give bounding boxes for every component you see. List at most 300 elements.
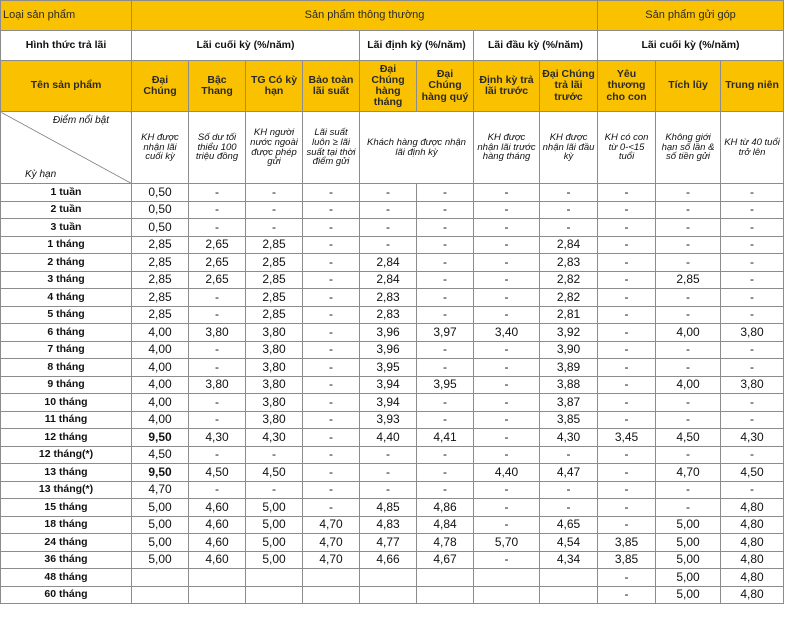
rate-cell: 3,95 [417, 376, 474, 394]
product-type-label: Loại sản phẩm [1, 1, 132, 31]
rate-cell: - [598, 289, 656, 307]
rate-cell: - [721, 219, 784, 237]
product-name: Định kỳ trả lãi trước [474, 61, 540, 112]
rate-cell [132, 569, 189, 587]
rate-cell: 5,00 [656, 551, 721, 569]
rate-cell: 2,85 [132, 254, 189, 272]
rate-cell: 3,80 [721, 324, 784, 342]
rate-cell: - [303, 236, 360, 254]
rate-cell: - [474, 359, 540, 377]
product-name: Yêu thương cho con [598, 61, 656, 112]
rate-cell: - [189, 306, 246, 324]
rate-cell: 4,77 [360, 534, 417, 552]
rate-cell: 5,00 [656, 586, 721, 604]
payment-method-label: Hình thức trả lãi [1, 31, 132, 61]
rate-cell: 9,50 [132, 464, 189, 482]
rate-cell: - [474, 499, 540, 517]
rate-cell: - [598, 464, 656, 482]
rate-cell: - [189, 184, 246, 202]
rate-cell [417, 586, 474, 604]
rate-cell: 5,00 [132, 499, 189, 517]
rate-cell: 3,80 [246, 411, 303, 429]
rate-cell: 3,80 [189, 376, 246, 394]
rate-cell: - [303, 481, 360, 499]
rate-cell: - [303, 499, 360, 517]
rate-cell: - [540, 184, 598, 202]
table-row [1, 446, 784, 464]
rate-cell: 3,94 [360, 376, 417, 394]
rate-cell: - [598, 271, 656, 289]
rate-cell: 2,85 [246, 236, 303, 254]
rate-cell: - [417, 289, 474, 307]
rate-cell: 5,00 [246, 534, 303, 552]
rate-cell: 4,30 [721, 429, 784, 447]
rate-cell: 3,96 [360, 341, 417, 359]
table-row [1, 271, 784, 289]
rate-cell: - [417, 464, 474, 482]
product-name: Bậc Thang [189, 61, 246, 112]
rate-cell: 4,80 [721, 586, 784, 604]
rate-cell: 4,70 [656, 464, 721, 482]
rate-cell: - [474, 236, 540, 254]
rate-cell: 2,85 [246, 306, 303, 324]
rate-cell: - [417, 394, 474, 412]
rate-cell: - [598, 569, 656, 587]
rate-cell: - [721, 359, 784, 377]
term-cell: 24 tháng [1, 534, 132, 552]
rate-cell: 5,00 [656, 569, 721, 587]
rate-cell: 2,65 [189, 236, 246, 254]
rate-cell: 4,70 [303, 551, 360, 569]
table-row [1, 394, 784, 412]
term-cell: 4 tháng [1, 289, 132, 307]
feature-text: Không giới hạn số lần & số tiền gửi [656, 112, 721, 184]
rate-cell: 4,50 [246, 464, 303, 482]
rate-cell: 4,70 [303, 534, 360, 552]
rate-cell: - [417, 184, 474, 202]
rate-cell [303, 569, 360, 587]
rate-cell: 0,50 [132, 184, 189, 202]
rate-cell: 3,94 [360, 394, 417, 412]
rate-cell: - [303, 376, 360, 394]
rate-cell: - [656, 411, 721, 429]
rate-cell: - [598, 359, 656, 377]
rate-cell: - [656, 289, 721, 307]
rate-cell: 2,85 [132, 271, 189, 289]
rate-cell: 4,78 [417, 534, 474, 552]
feature-text: KH từ 40 tuổi trở lên [721, 112, 784, 184]
table-row [1, 499, 784, 517]
rate-cell: 4,60 [189, 534, 246, 552]
rate-cell: - [474, 306, 540, 324]
term-cell: 3 tháng [1, 271, 132, 289]
term-cell: 13 tháng [1, 464, 132, 482]
rate-cell: - [417, 254, 474, 272]
rate-cell: 4,80 [721, 534, 784, 552]
interest-upfront-header: Lãi đầu kỳ (%/năm) [474, 31, 598, 61]
rate-cell: 2,84 [360, 254, 417, 272]
term-cell: 1 tuần [1, 184, 132, 202]
rate-cell: - [189, 341, 246, 359]
term-cell: 6 tháng [1, 324, 132, 342]
product-name: Đại Chúng trả lãi trước [540, 61, 598, 112]
table-row [1, 306, 784, 324]
rate-cell: 3,80 [246, 394, 303, 412]
rate-cell: - [474, 289, 540, 307]
rate-cell: 4,34 [540, 551, 598, 569]
table-row [1, 481, 784, 499]
term-label: Kỳ hạn [25, 168, 57, 180]
rate-cell: 3,95 [360, 359, 417, 377]
product-name: Đại Chúng [132, 61, 189, 112]
rate-cell: 3,96 [360, 324, 417, 342]
feature-text: KH được nhận lãi đầu kỳ [540, 112, 598, 184]
rate-cell: 4,41 [417, 429, 474, 447]
rate-cell: 3,80 [721, 376, 784, 394]
rate-cell: 4,50 [721, 464, 784, 482]
rate-cell: - [598, 516, 656, 534]
rate-cell: 4,86 [417, 499, 474, 517]
rate-cell: - [360, 219, 417, 237]
rate-cell: 9,50 [132, 429, 189, 447]
rate-cell: - [656, 306, 721, 324]
rate-cell: - [303, 201, 360, 219]
rate-cell: 2,85 [246, 271, 303, 289]
rate-cell: 4,00 [132, 394, 189, 412]
rate-cell: - [474, 429, 540, 447]
term-cell: 60 tháng [1, 586, 132, 604]
rate-cell: - [598, 324, 656, 342]
rate-cell: - [656, 219, 721, 237]
rate-cell: - [246, 184, 303, 202]
rate-cell: - [189, 411, 246, 429]
rate-cell: 5,00 [656, 534, 721, 552]
rate-cell: - [303, 341, 360, 359]
rate-cell: - [417, 411, 474, 429]
rate-cell: - [360, 184, 417, 202]
interest-end-of-term-installment-header: Lãi cuối kỳ (%/năm) [598, 31, 784, 61]
interest-end-of-term-header: Lãi cuối kỳ (%/năm) [132, 31, 360, 61]
rate-cell: - [474, 481, 540, 499]
rate-cell: 4,00 [132, 376, 189, 394]
rate-cell: 3,90 [540, 341, 598, 359]
term-cell: 2 tuần [1, 201, 132, 219]
rate-cell: - [721, 446, 784, 464]
table-row [1, 359, 784, 377]
rate-cell: 4,85 [360, 499, 417, 517]
rate-cell: - [189, 481, 246, 499]
rate-cell: - [417, 236, 474, 254]
rate-cell: 4,65 [540, 516, 598, 534]
term-cell: 12 tháng(*) [1, 446, 132, 464]
rate-cell: - [360, 464, 417, 482]
group-regular-products: Sản phẩm thông thường [132, 1, 598, 31]
rate-cell: - [598, 341, 656, 359]
table-row [1, 464, 784, 482]
rate-cell: - [656, 201, 721, 219]
rate-cell: 4,60 [189, 499, 246, 517]
rate-cell: - [246, 219, 303, 237]
rate-cell: 4,47 [540, 464, 598, 482]
product-name: Tích lũy [656, 61, 721, 112]
rate-cell: - [189, 359, 246, 377]
rate-cell: - [303, 324, 360, 342]
rate-cell: - [474, 254, 540, 272]
rate-cell: - [721, 394, 784, 412]
rate-cell: 4,70 [132, 481, 189, 499]
rate-cell: - [303, 184, 360, 202]
rate-cell: - [598, 446, 656, 464]
rate-cell: 4,00 [132, 341, 189, 359]
group-installment-products: Sản phẩm gửi góp [598, 1, 784, 31]
rate-cell: 3,89 [540, 359, 598, 377]
rate-cell: - [540, 219, 598, 237]
rate-cell: 4,00 [132, 359, 189, 377]
table-row [1, 184, 784, 202]
rate-cell: - [598, 586, 656, 604]
table-row [1, 236, 784, 254]
rate-cell: - [303, 271, 360, 289]
term-cell: 13 tháng(*) [1, 481, 132, 499]
rate-cell: - [598, 201, 656, 219]
rate-cell: - [540, 481, 598, 499]
rate-cell: - [246, 446, 303, 464]
rate-cell: 4,83 [360, 516, 417, 534]
rate-cell: 3,40 [474, 324, 540, 342]
rate-cell: 2,83 [360, 289, 417, 307]
rate-cell: - [474, 446, 540, 464]
rate-cell: 5,00 [656, 516, 721, 534]
rate-cell: - [656, 359, 721, 377]
rate-cell: - [598, 411, 656, 429]
rate-cell: - [303, 429, 360, 447]
rate-cell: - [540, 201, 598, 219]
rate-cell [360, 569, 417, 587]
rate-cell: - [303, 394, 360, 412]
feature-text: KH được nhận lãi cuối kỳ [132, 112, 189, 184]
table-row [1, 516, 784, 534]
rate-cell: - [721, 236, 784, 254]
term-cell: 15 tháng [1, 499, 132, 517]
rate-cell: - [360, 446, 417, 464]
rate-cell: 3,87 [540, 394, 598, 412]
rate-cell: 4,67 [417, 551, 474, 569]
rate-cell: - [598, 499, 656, 517]
rate-cell: 4,00 [656, 376, 721, 394]
term-cell: 7 tháng [1, 341, 132, 359]
feature-text: Lãi suất luôn ≥ lãi suất tại thời điểm gửi [303, 112, 360, 184]
rate-cell: - [721, 201, 784, 219]
highlight-term-diagonal-header [1, 112, 132, 184]
rate-cell: - [474, 394, 540, 412]
rate-cell: - [721, 271, 784, 289]
product-name: Đại Chúng hàng quý [417, 61, 474, 112]
product-name: TG Có kỳ hạn [246, 61, 303, 112]
rate-cell: - [598, 306, 656, 324]
rate-cell: - [474, 411, 540, 429]
term-cell: 48 tháng [1, 569, 132, 587]
rate-cell: - [303, 411, 360, 429]
feature-text: Khách hàng được nhận lãi định kỳ [360, 112, 474, 184]
rate-cell: 2,85 [246, 289, 303, 307]
rate-cell: 3,80 [246, 376, 303, 394]
rate-cell: - [303, 359, 360, 377]
rate-cell: 4,30 [189, 429, 246, 447]
rate-cell: - [360, 481, 417, 499]
term-cell: 5 tháng [1, 306, 132, 324]
rate-cell: - [360, 201, 417, 219]
rate-cell: - [246, 481, 303, 499]
rate-cell: - [598, 376, 656, 394]
rate-cell [132, 586, 189, 604]
rate-cell: - [656, 254, 721, 272]
rate-cell: - [417, 219, 474, 237]
rate-cell: 3,85 [598, 534, 656, 552]
rate-cell: 4,50 [189, 464, 246, 482]
rate-cell: 5,00 [132, 534, 189, 552]
rate-cell: 2,85 [132, 289, 189, 307]
rate-cell: 4,60 [189, 551, 246, 569]
rate-cell: - [598, 254, 656, 272]
rate-cell: 2,84 [360, 271, 417, 289]
rate-cell: - [721, 254, 784, 272]
rate-cell: - [598, 394, 656, 412]
rate-cell [474, 569, 540, 587]
rate-cell: - [540, 446, 598, 464]
term-cell: 9 tháng [1, 376, 132, 394]
rate-cell: - [656, 394, 721, 412]
rate-cell: - [656, 481, 721, 499]
rate-cell: - [303, 219, 360, 237]
rate-cell: - [417, 446, 474, 464]
rate-cell: 2,83 [540, 254, 598, 272]
rate-cell [246, 586, 303, 604]
table-row [1, 219, 784, 237]
rate-cell: 3,80 [246, 359, 303, 377]
rate-cell: 4,00 [132, 411, 189, 429]
rate-cell: - [303, 254, 360, 272]
rate-cell: - [656, 184, 721, 202]
rate-cell: 2,85 [656, 271, 721, 289]
rate-cell: 4,80 [721, 551, 784, 569]
table-row [1, 534, 784, 552]
rate-cell: 4,30 [540, 429, 598, 447]
rate-cell: - [417, 359, 474, 377]
rate-cell: 3,92 [540, 324, 598, 342]
rate-cell: - [656, 341, 721, 359]
rate-cell: - [656, 236, 721, 254]
term-cell: 11 tháng [1, 411, 132, 429]
table-row [1, 201, 784, 219]
rate-cell: - [474, 551, 540, 569]
rate-cell: - [721, 481, 784, 499]
rate-cell: - [417, 341, 474, 359]
rate-cell: - [474, 341, 540, 359]
rate-cell: 4,50 [656, 429, 721, 447]
rate-cell: 4,54 [540, 534, 598, 552]
rate-cell [189, 586, 246, 604]
rate-cell: 4,00 [132, 324, 189, 342]
rate-cell: 3,85 [540, 411, 598, 429]
table-row [1, 551, 784, 569]
feature-text: KH được nhận lãi trước hàng tháng [474, 112, 540, 184]
table-row [1, 341, 784, 359]
rate-cell: 3,97 [417, 324, 474, 342]
table-row [1, 324, 784, 342]
rate-cell: 5,70 [474, 534, 540, 552]
rate-cell: 2,85 [132, 236, 189, 254]
rate-cell [189, 569, 246, 587]
table-row [1, 429, 784, 447]
table-row [1, 586, 784, 604]
highlight-label: Điểm nổi bật [52, 115, 109, 126]
rate-cell: 2,82 [540, 271, 598, 289]
rate-cell: - [721, 341, 784, 359]
rate-cell: - [721, 411, 784, 429]
rate-cell [360, 586, 417, 604]
rate-cell: - [598, 481, 656, 499]
rate-cell: - [656, 499, 721, 517]
rate-cell [540, 569, 598, 587]
rate-cell: 4,60 [189, 516, 246, 534]
rate-cell: - [540, 499, 598, 517]
term-cell: 8 tháng [1, 359, 132, 377]
rate-cell: - [417, 271, 474, 289]
rate-cell: 4,80 [721, 516, 784, 534]
term-cell: 36 tháng [1, 551, 132, 569]
rate-cell: - [246, 201, 303, 219]
rate-cell: - [189, 219, 246, 237]
rate-cell: - [189, 289, 246, 307]
term-cell: 1 tháng [1, 236, 132, 254]
rate-cell: 3,80 [246, 341, 303, 359]
rate-cell: - [360, 236, 417, 254]
rate-cell: 0,50 [132, 219, 189, 237]
rate-cell: 2,65 [189, 271, 246, 289]
rate-cell: - [303, 446, 360, 464]
rate-cell: 5,00 [246, 516, 303, 534]
rate-cell: - [474, 201, 540, 219]
rate-cell: - [721, 184, 784, 202]
rate-cell: 4,80 [721, 569, 784, 587]
rate-cell: 4,70 [303, 516, 360, 534]
rate-cell: 3,80 [189, 324, 246, 342]
feature-text: KH người nước ngoài được phép gửi [246, 112, 303, 184]
table-row [1, 411, 784, 429]
rate-cell: 2,83 [360, 306, 417, 324]
rate-cell: 4,84 [417, 516, 474, 534]
rate-cell: - [303, 464, 360, 482]
product-name: Bảo toàn lãi suất [303, 61, 360, 112]
rate-cell: 0,50 [132, 201, 189, 219]
feature-text: Số dư tối thiểu 100 triệu đồng [189, 112, 246, 184]
table-row [1, 254, 784, 272]
rate-cell: - [474, 271, 540, 289]
product-name: Trung niên [721, 61, 784, 112]
rate-cell: - [189, 201, 246, 219]
rate-cell: - [474, 219, 540, 237]
rate-cell: 2,84 [540, 236, 598, 254]
rate-cell: 2,65 [189, 254, 246, 272]
rate-cell: 2,85 [246, 254, 303, 272]
table-row [1, 376, 784, 394]
rate-cell: 5,00 [246, 499, 303, 517]
rate-cell: - [417, 306, 474, 324]
rate-cell: - [417, 481, 474, 499]
rate-cell: - [189, 394, 246, 412]
rate-cell: 2,81 [540, 306, 598, 324]
term-cell: 12 tháng [1, 429, 132, 447]
